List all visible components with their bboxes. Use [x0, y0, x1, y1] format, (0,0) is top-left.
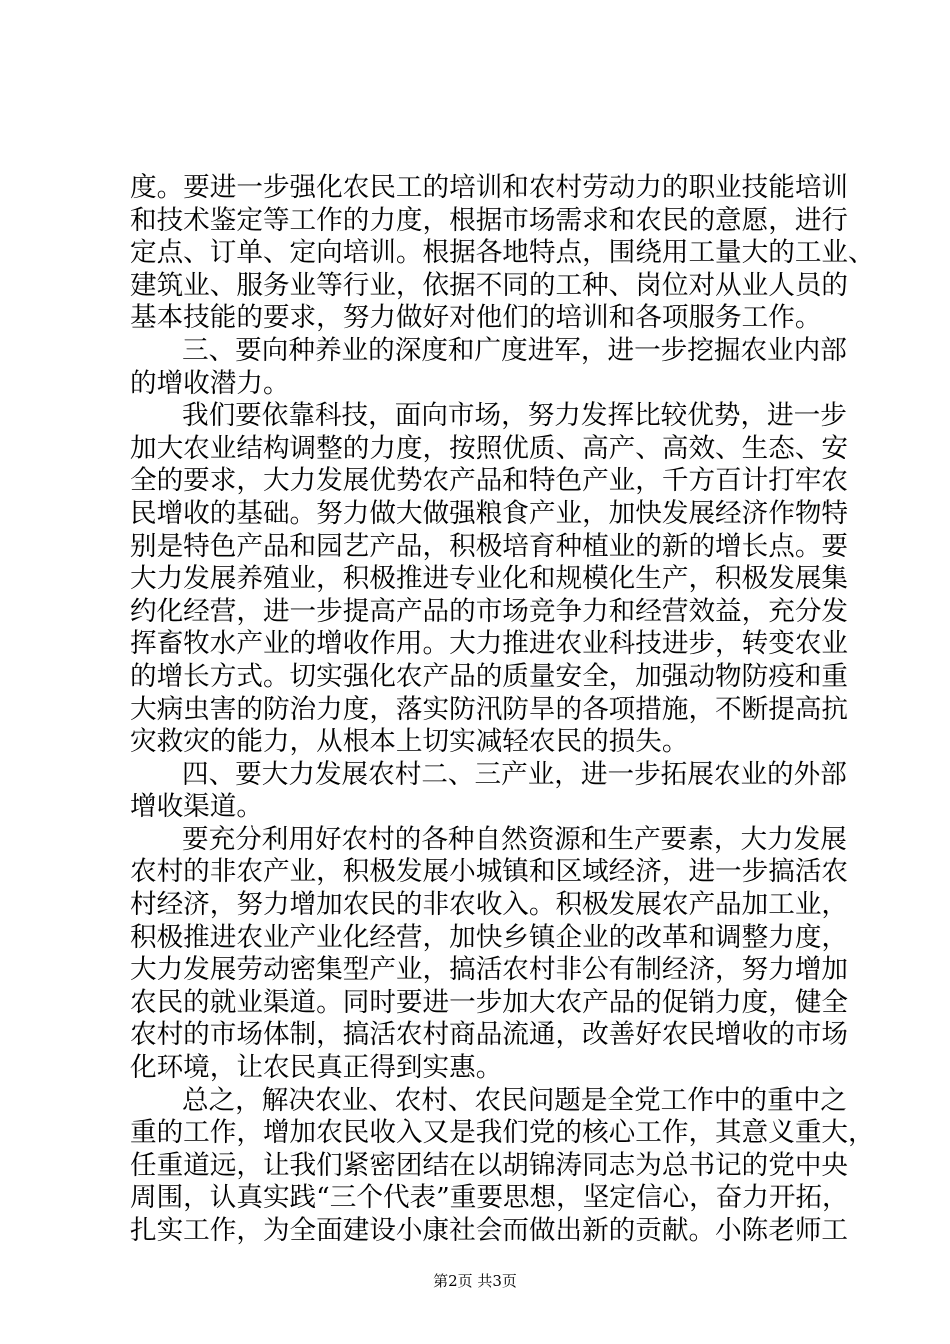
text-line: 增收渠道。 — [130, 791, 263, 823]
text-line: 基本技能的要求，努力做好对他们的培训和各项服务工作。 — [130, 302, 822, 334]
text-line: 重的工作，增加农民收入又是我们党的核心工作，其意义重大， — [130, 1117, 875, 1149]
text-line: 民增收的基础。努力做大做强粮食产业，加快发展经济作物特 — [130, 497, 849, 529]
text-line: 农村的市场体制，搞活农村商品流通，改善好农民增收的市场 — [130, 1019, 849, 1051]
text-line: 定点、订单、定向培训。根据各地特点，围绕用工量大的工业、 — [130, 237, 875, 269]
text-line: 农村的非农产业，积极发展小城镇和区域经济，进一步搞活农 — [130, 856, 849, 888]
text-line: 的增收潜力。 — [130, 367, 290, 399]
text-line: 村经济，努力增加农民的非农收入。积极发展农产品加工业， — [130, 889, 849, 921]
text-line: 扎实工作，为全面建设小康社会而做出新的贡献。小陈老师工 — [130, 1215, 849, 1246]
text-line: 要充分利用好农村的各种自然资源和生产要素，大力发展 — [182, 823, 847, 855]
text-line: 度。要进一步强化农民工的培训和农村劳动力的职业技能培训 — [130, 172, 849, 203]
text-line: 农民的就业渠道。同时要进一步加大农产品的促销力度，健全 — [130, 986, 849, 1018]
text-line: 化环境，让农民真正得到实惠。 — [130, 1052, 503, 1084]
text-line: 周围，认真实践“三个代表”重要思想，坚定信心，奋力开拓， — [130, 1182, 849, 1214]
text-line: 总之，解决农业、农村、农民问题是全党工作中的重中之 — [182, 1084, 847, 1116]
text-line: 建筑业、服务业等行业，依据不同的工种、岗位对从业人员的 — [130, 269, 849, 301]
text-line: 大病虫害的防治力度，落实防汛防旱的各项措施，不断提高抗 — [130, 693, 849, 725]
text-line: 约化经营，进一步提高产品的市场竞争力和经营效益，充分发 — [130, 595, 849, 627]
body-text — [130, 172, 875, 1248]
text-line: 全的要求，大力发展优势农产品和特色产业，千方百计打牢农 — [130, 465, 849, 497]
text-line: 的增长方式。切实强化农产品的质量安全，加强动物防疫和重 — [130, 660, 849, 692]
text-line: 灾救灾的能力，从根本上切实减轻农民的损失。 — [130, 726, 689, 758]
text-line: 大力发展劳动密集型产业，搞活农村非公有制经济，努力增加 — [130, 954, 849, 986]
text-line: 四、要大力发展农村二、三产业，进一步拓展农业的外部 — [182, 758, 847, 790]
text-line: 我们要依靠科技，面向市场，努力发挥比较优势，进一步 — [182, 400, 847, 432]
text-line: 挥畜牧水产业的增收作用。大力推进农业科技进步，转变农业 — [130, 628, 849, 660]
text-line: 加大农业结构调整的力度，按照优质、高产、高效、生态、安 — [130, 432, 849, 464]
text-line: 任重道远，让我们紧密团结在以胡锦涛同志为总书记的党中央 — [130, 1149, 849, 1181]
text-line: 大力发展养殖业，积极推进专业化和规模化生产，积极发展集 — [130, 563, 849, 595]
text-line: 积极推进农业产业化经营，加快乡镇企业的改革和调整力度， — [130, 921, 849, 953]
page-footer: 第2页 共3页 — [433, 1272, 517, 1290]
text-line: 三、要向种养业的深度和广度进军，进一步挖掘农业内部 — [182, 334, 847, 366]
text-line: 别是特色产品和园艺产品，积极培育种植业的新的增长点。要 — [130, 530, 849, 562]
text-line: 和技术鉴定等工作的力度，根据市场需求和农民的意愿，进行 — [130, 204, 849, 236]
